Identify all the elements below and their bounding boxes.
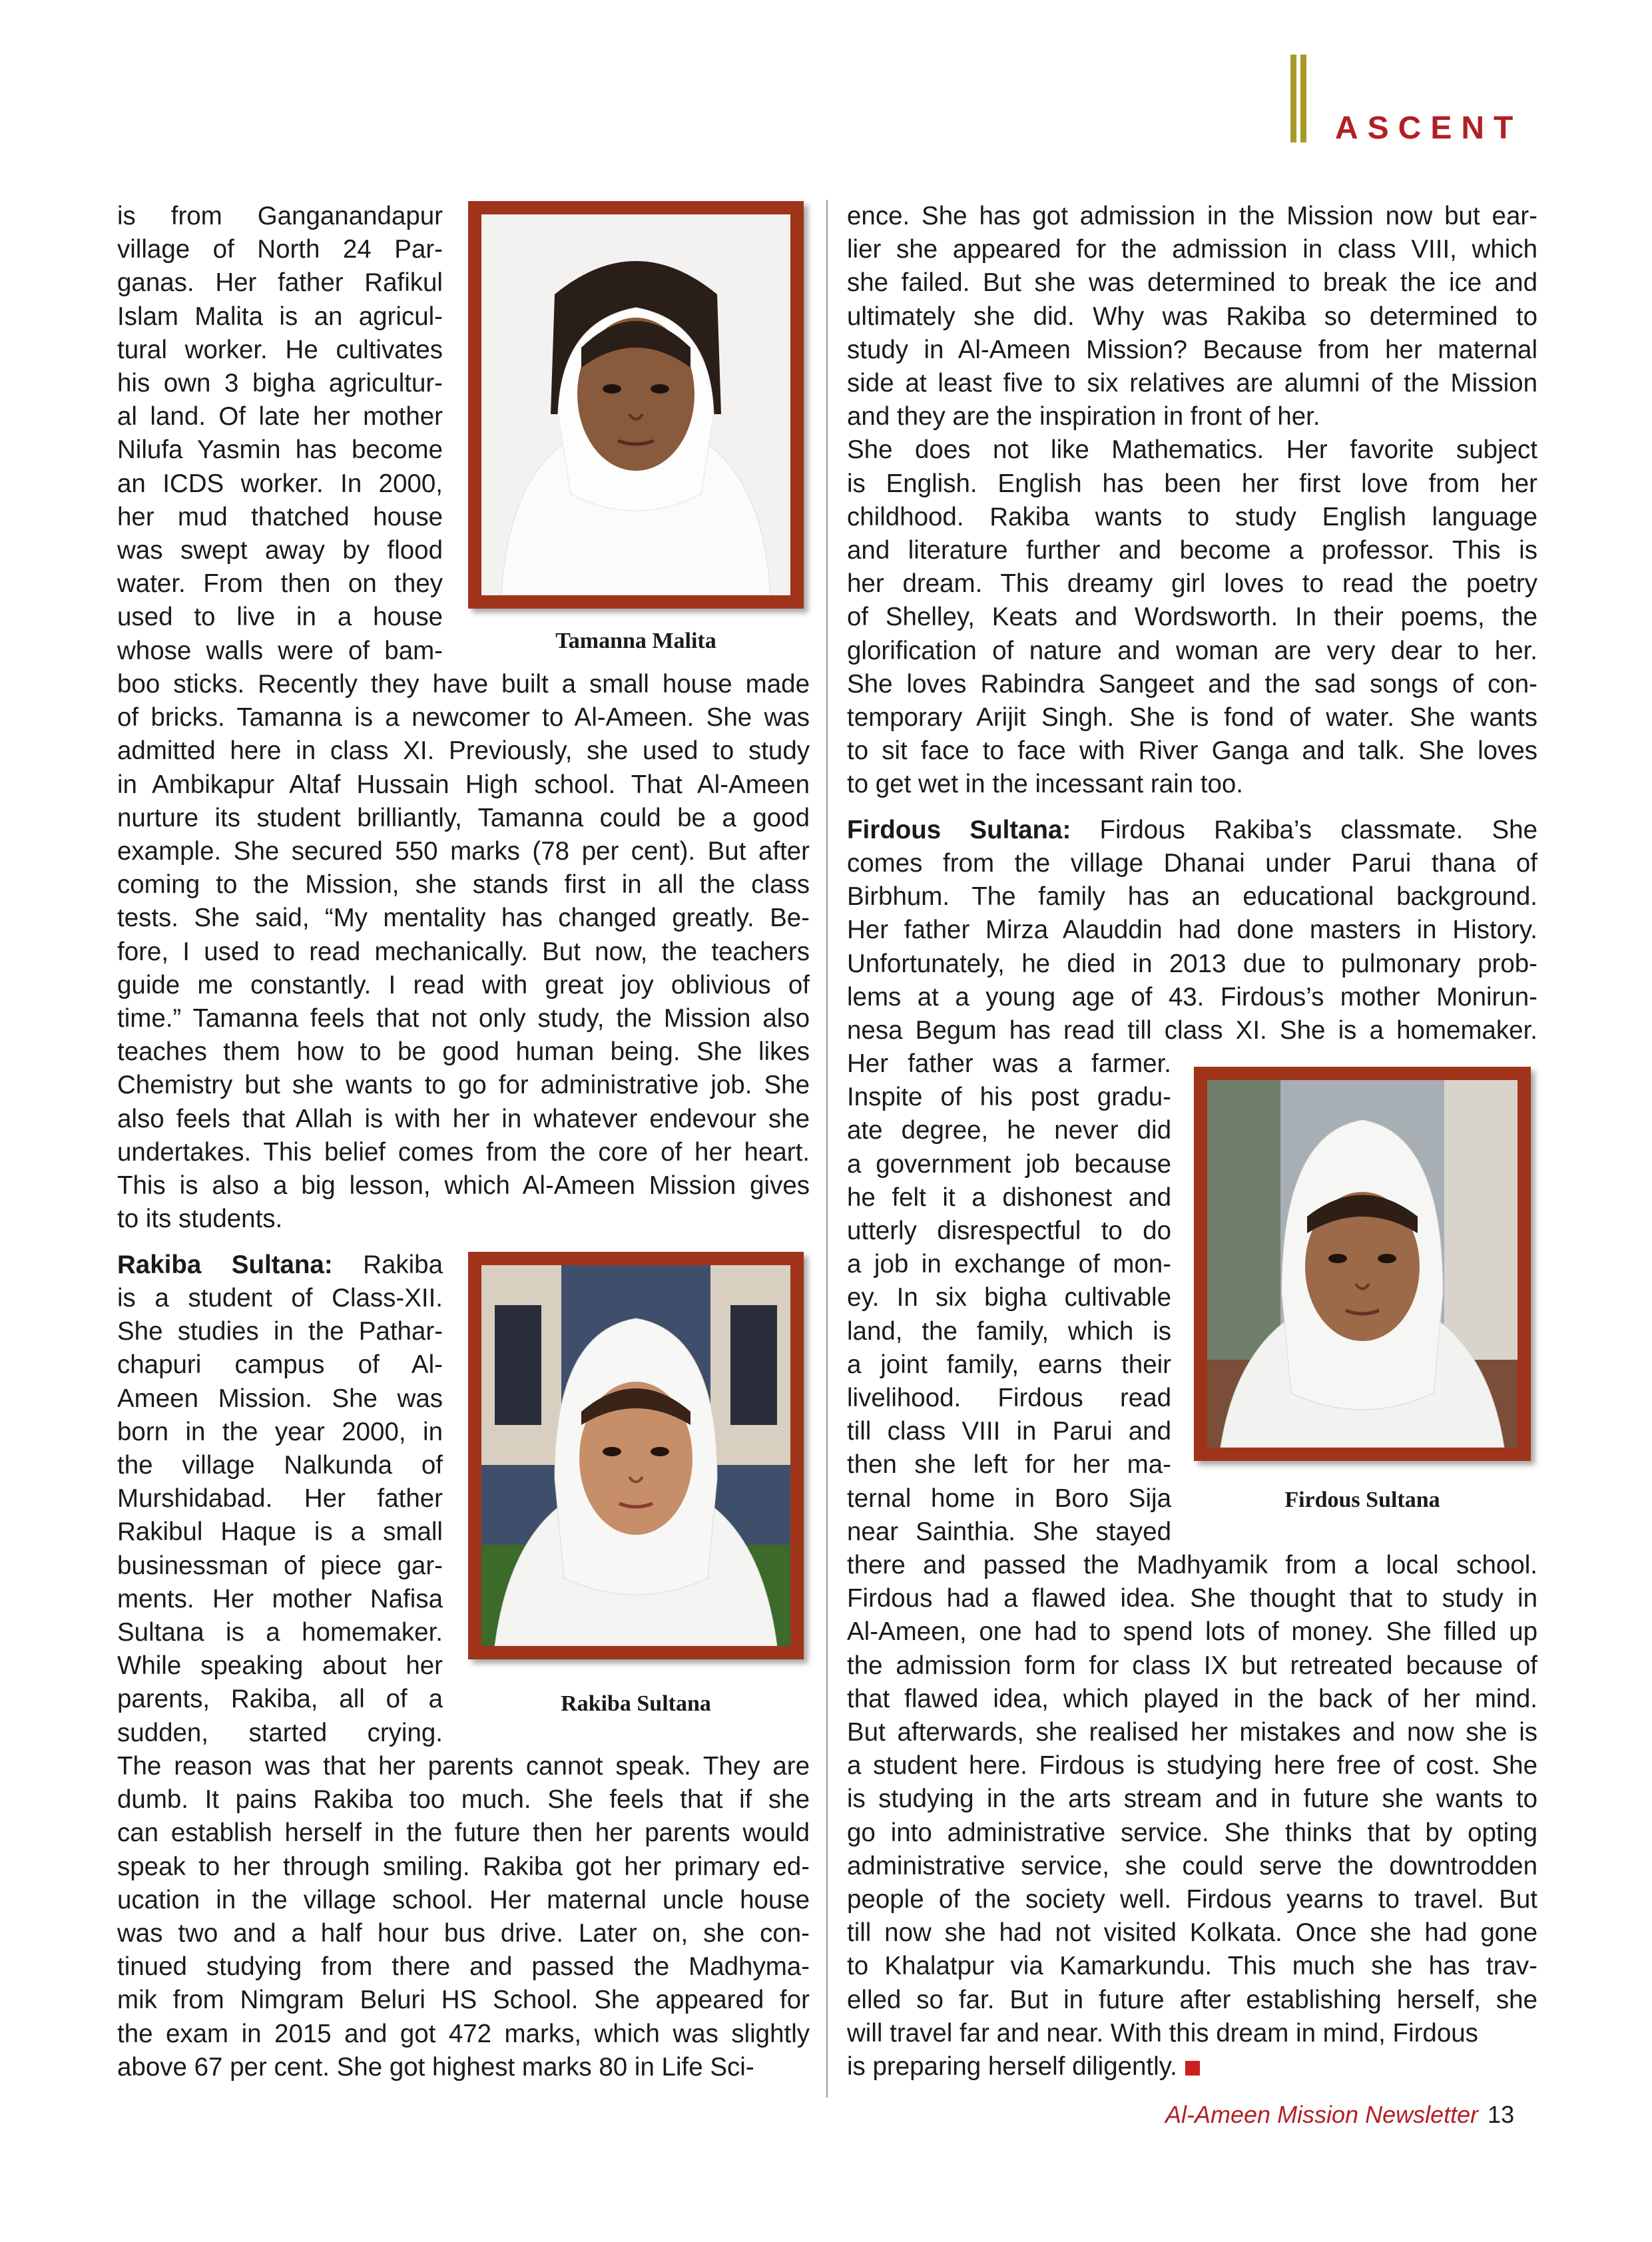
text-line: guide me constantly. I read with great joy oblivious of [117, 970, 810, 999]
text-line: speak to her through smiling. Rakiba got her primary ed- [117, 1852, 810, 1881]
text-line: till class VIII in Parui and [847, 1417, 1171, 1446]
text-line: and literature further and become a professor. This is [847, 536, 1537, 565]
rakiba-heading: Rakiba Sultana: [117, 1251, 333, 1279]
firdous-paragraph-end [847, 2050, 1537, 2084]
photo-rakiba [468, 1252, 804, 1659]
header-bar [1290, 55, 1296, 142]
text-line: lems at a young age of 43. Firdous’s mother Monirun- [847, 982, 1537, 1011]
rakiba-paragraph-continued [847, 200, 1537, 802]
firdous-paragraph [847, 847, 1537, 1047]
text-line: go into administrative service. She thinks that by opting [847, 1818, 1537, 1847]
text-line: ganas. Her father Rafikul [117, 268, 443, 298]
text-line: there and passed the Madhyamik from a local school. [847, 1551, 1537, 1579]
text-line: the admission form for class IX but retreated because of [847, 1651, 1537, 1680]
text-line: born in the year 2000, in [117, 1417, 443, 1446]
text-line: is from Ganganandapur [117, 202, 443, 230]
tamanna-paragraph [117, 668, 810, 1236]
text-line: Her father was a farmer. [847, 1049, 1171, 1078]
text-line: ultimately she did. Why was Rakiba so determined to [847, 302, 1537, 331]
text-line: sudden, started crying. [117, 1718, 443, 1747]
text-line: his own 3 bigha agricultur- [117, 369, 443, 398]
text-line: to Khalatpur via Kamarkundu. This much she has trav- [847, 1952, 1537, 1981]
text-line: undertakes. This belief comes from the core of her heart. [117, 1137, 810, 1167]
text-line: parents, Rakiba, all of a [117, 1685, 443, 1714]
text-line: coming to the Mission, she stands first in all the class [117, 870, 810, 900]
text-line: the exam in 2015 and got 472 marks, which was slightly [117, 2019, 810, 2048]
masthead-title: ASCENT [1335, 111, 1523, 146]
text-line: Unfortunately, he died in 2013 due to pulmonary prob- [847, 949, 1537, 978]
text-line: tests. She said, “My mentality has changed greatly. Be- [117, 904, 810, 933]
text-line: Islam Malita is an agricul- [117, 302, 443, 331]
portrait-image [481, 214, 790, 595]
text-line: nesa Begum has read till class XI. She is a homemaker. [847, 1016, 1537, 1045]
text-line: She loves Rabindra Sangeet and the sad songs of con- [847, 669, 1537, 699]
firdous-paragraph-continued [847, 1549, 1537, 2050]
page-number: 13 [1488, 2101, 1515, 2128]
firdous-lead-text: Firdous Rakiba’s classmate. She [1071, 816, 1537, 844]
text-line: Al-Ameen, one had to spend lots of money. She filled up [847, 1617, 1537, 1647]
rakiba-paragraph-wrap [117, 1282, 443, 1750]
text-line: side at least five to six relatives are alumni of the Mission [847, 369, 1537, 398]
text-line: While speaking about her [117, 1651, 443, 1681]
text-line: ence. She has got admission in the Mission now but ear- [847, 202, 1537, 230]
text-line: the village Nalkunda of [117, 1451, 443, 1480]
text-line: water. From then on they [117, 569, 443, 599]
header-bar [1300, 55, 1306, 142]
text-line: Her father Mirza Alauddin had done masters in History. [847, 916, 1537, 945]
text-line: ate degree, he never did [847, 1116, 1171, 1145]
text-line: she failed. But she was determined to break the ice and [847, 268, 1537, 298]
text-line: her dream. This dreamy girl loves to read the poetry [847, 569, 1537, 599]
text-line: glorification of nature and woman are very dear to her. [847, 636, 1537, 665]
text-line: a government job because [847, 1149, 1171, 1179]
text-line: is studying in the arts stream and in future she wants to [847, 1785, 1537, 1814]
text-line: ternal home in Boro Sija [847, 1484, 1171, 1513]
rakiba-paragraph-lead [117, 1249, 443, 1282]
text-line: is a student of Class-XII. [117, 1284, 443, 1312]
text-line: till now she had not visited Kolkata. Once she had gone [847, 1918, 1537, 1948]
text-line: to its students. [117, 1205, 283, 1234]
text-line: to sit face to face with River Ganga and talk. She loves [847, 736, 1537, 766]
text-line: in Ambikapur Altaf Hussain High school. That Al-Ameen [117, 770, 810, 799]
portrait-image [1207, 1080, 1517, 1448]
text-line: tinued studying from there and passed the Madhyma- [117, 1952, 810, 1982]
text-line: comes from the village Dhanai under Parui thana of [847, 849, 1537, 878]
text-line: But afterwards, she realised her mistakes and now she is [847, 1718, 1537, 1747]
text-line: This is also a big lesson, which Al-Ameen Mission gives [117, 1171, 810, 1201]
text-line: near Sainthia. She stayed [847, 1517, 1171, 1546]
text-line: Sultana is a homemaker. [117, 1618, 443, 1647]
rakiba-paragraph [117, 1750, 810, 2084]
text-line: Nilufa Yasmin has become [117, 435, 443, 465]
text-line: boo sticks. Recently they have built a small house made [117, 670, 810, 699]
text-line: an ICDS worker. In 2000, [117, 469, 443, 498]
text-line: was swept away by flood [117, 536, 443, 565]
text-line: nurture its student brilliantly, Tamanna could be a good [117, 803, 810, 832]
text-line: businessman of piece gar- [117, 1551, 443, 1580]
text-line: of bricks. Tamanna is a newcomer to Al-Ameen. She was [117, 703, 810, 732]
text-line: above 67 per cent. She got highest marks 80 in Life Sci- [117, 2052, 754, 2082]
caption-tamanna: Tamanna Malita [555, 629, 716, 653]
photo-firdous [1194, 1067, 1531, 1461]
text-line: She does not like Mathematics. Her favorite subject [847, 435, 1537, 465]
text-line: was two and a half hour bus drive. Later on, she con- [117, 1919, 810, 1948]
text-line: people of the society well. Firdous yearns to travel. But [847, 1885, 1537, 1914]
text-line: fore, I used to read mechanically. But now, the teachers [117, 937, 810, 966]
rakiba-lead-text: Rakiba [332, 1251, 443, 1279]
text-line: ey. In six bigha cultivable [847, 1283, 1171, 1312]
publication-name: Al-Ameen Mission Newsletter [1165, 2101, 1479, 2128]
text-line: utterly disrespectful to do [847, 1217, 1171, 1246]
text-line: She studies in the Pathar- [117, 1317, 443, 1346]
text-line: and they are the inspiration in front of her. [847, 402, 1320, 431]
text-line: tural worker. He cultivates [117, 335, 443, 364]
text-line: of Shelley, Keats and Wordsworth. In their poems, the [847, 603, 1537, 632]
text-line: administrative service, she could serve the downtrodden [847, 1851, 1537, 1880]
text-line: Birbhum. The family has an educational background. [847, 882, 1537, 912]
text-line: teaches them how to be good human being. She likes [117, 1037, 810, 1067]
photo-tamanna [468, 201, 804, 609]
text-line: livelihood. Firdous read [847, 1384, 1171, 1413]
firdous-paragraph-lead [847, 814, 1537, 847]
text-line: village of North 24 Par- [117, 235, 443, 264]
text-line: is English. English has been her first love from her [847, 469, 1537, 498]
footer [1165, 2101, 1514, 2129]
text-line: ucation in the village school. Her maternal uncle house [117, 1885, 810, 1914]
text-line: time.” Tamanna feels that not only study, the Mission also [117, 1004, 810, 1033]
text-line: chapuri campus of Al- [117, 1350, 443, 1380]
text-line: ments. Her mother Nafisa [117, 1584, 443, 1613]
text-line: study in Al-Ameen Mission? Because from her maternal [847, 335, 1537, 364]
text-line: Firdous had a flawed idea. She thought that to study in [847, 1584, 1537, 1613]
text-line: Inspite of his post gradu- [847, 1083, 1171, 1112]
firdous-heading: Firdous Sultana: [847, 816, 1071, 844]
text-line: Ameen Mission. She was [117, 1384, 443, 1413]
text-line: her mud thatched house [117, 502, 443, 531]
text-line: childhood. Rakiba wants to study English language [847, 502, 1537, 531]
text-line: then she left for her ma- [847, 1450, 1171, 1480]
text-line: will travel far and near. With this dream in mind, Firdous [847, 2018, 1478, 2048]
text-line: also feels that Allah is with her in whatever endevour she [117, 1104, 810, 1133]
text-line: Murshidabad. Her father [117, 1484, 443, 1514]
text-line: to get wet in the incessant rain too. [847, 770, 1243, 799]
end-of-article-mark [1185, 2061, 1200, 2076]
text-line: lier she appeared for the admission in class VIII, which [847, 235, 1537, 264]
text-line: a student here. Firdous is studying here free of cost. She [847, 1751, 1537, 1781]
text-line: admitted here in class XI. Previously, she used to study [117, 736, 810, 766]
firdous-final-line: is preparing herself diligently. [847, 2052, 1177, 2081]
text-line: dumb. It pains Rakiba too much. She feels that if she [117, 1785, 810, 1815]
text-line: temporary Arijit Singh. She is fond of water. She wants [847, 703, 1537, 732]
text-line: a joint family, earns their [847, 1350, 1171, 1379]
text-line: Rakibul Haque is a small [117, 1518, 443, 1547]
column-divider [826, 200, 828, 2098]
text-line: he felt it a dishonest and [847, 1183, 1171, 1212]
caption-firdous: Firdous Sultana [1284, 1488, 1440, 1512]
text-line: used to live in a house [117, 603, 443, 632]
text-line: that flawed idea, which played in the back of her mind. [847, 1684, 1537, 1713]
firdous-paragraph-wrap [847, 1047, 1171, 1549]
text-line: can establish herself in the future then her parents would [117, 1819, 810, 1848]
text-line: land, the family, which is [847, 1316, 1171, 1346]
caption-rakiba: Rakiba Sultana [561, 1691, 711, 1716]
text-line: a job in exchange of mon- [847, 1250, 1171, 1279]
text-line: al land. Of late her mother [117, 402, 443, 431]
tamanna-paragraph-wrap [117, 200, 443, 668]
text-line: whose walls were of bam- [117, 636, 443, 665]
text-line: mik from Nimgram Beluri HS School. She appeared for [117, 1986, 810, 2015]
text-line: elled so far. But in future after establishing herself, she [847, 1985, 1537, 2014]
portrait-image [481, 1265, 790, 1646]
text-line: Chemistry but she wants to go for administrative job. She [117, 1071, 810, 1100]
text-line: example. She secured 550 marks (78 per cent). But after [117, 837, 810, 866]
text-line: The reason was that her parents cannot speak. They are [117, 1752, 810, 1781]
